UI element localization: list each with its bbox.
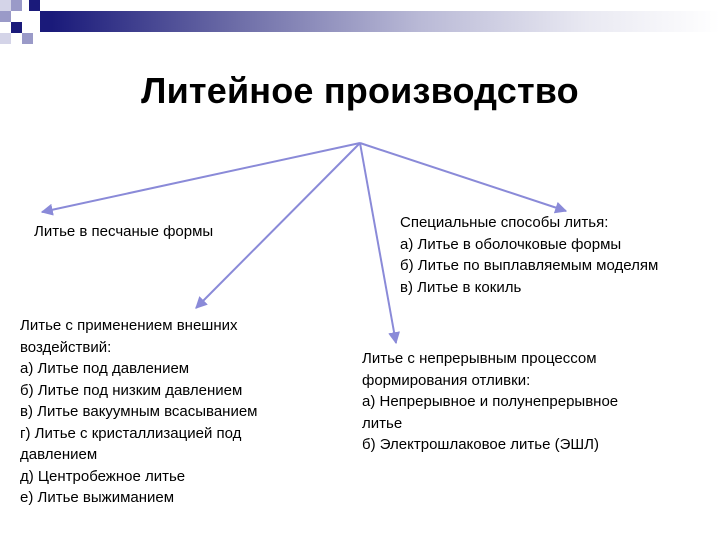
arrow-to-special-methods (360, 143, 566, 211)
special-methods-item: в) Литье в кокиль (400, 278, 522, 296)
external-effects-item: д) Центробежное литье (20, 467, 186, 485)
arrow-to-external-effects (196, 143, 360, 308)
external-effects-item: б) Литье под низким давлением (20, 381, 243, 399)
continuous-casting-item: б) Электрошлаковое литье (ЭШЛ) (362, 436, 599, 453)
external-effects-item: г) Литье с кристаллизацией под (20, 424, 242, 442)
continuous-casting-block (362, 348, 618, 456)
external-effects-item: е) Литье выжиманием (20, 489, 175, 506)
external-effects-item: давлением (20, 446, 98, 463)
external-effects-item: в) Литье вакуумным всасыванием (20, 403, 258, 420)
special-methods-item: а) Литье в оболочковые формы (400, 235, 622, 253)
special-methods-heading: Специальные способы литья: (400, 214, 609, 231)
continuous-casting-heading: формирования отливки: (362, 371, 531, 389)
arrow-to-sand-molds (42, 143, 360, 212)
sand-molds-block (34, 221, 213, 243)
external-effects-heading: воздействий: (20, 338, 112, 356)
external-effects-block (20, 315, 258, 509)
sand-molds-line: Литье в песчаные формы (34, 223, 214, 240)
slide-title: Литейное производство (141, 70, 579, 111)
external-effects-heading: Литье с применением внешних (20, 317, 238, 334)
external-effects-item: а) Литье под давлением (20, 360, 190, 377)
continuous-casting-heading: Литье с непрерывным процессом (362, 350, 597, 367)
special-methods-block (400, 212, 658, 298)
special-methods-item: б) Литье по выплавляемым моделям (400, 257, 659, 274)
continuous-casting-item: а) Непрерывное и полунепрерывное (362, 393, 619, 410)
arrow-to-continuous (360, 143, 396, 343)
continuous-casting-item: литье (362, 414, 403, 432)
